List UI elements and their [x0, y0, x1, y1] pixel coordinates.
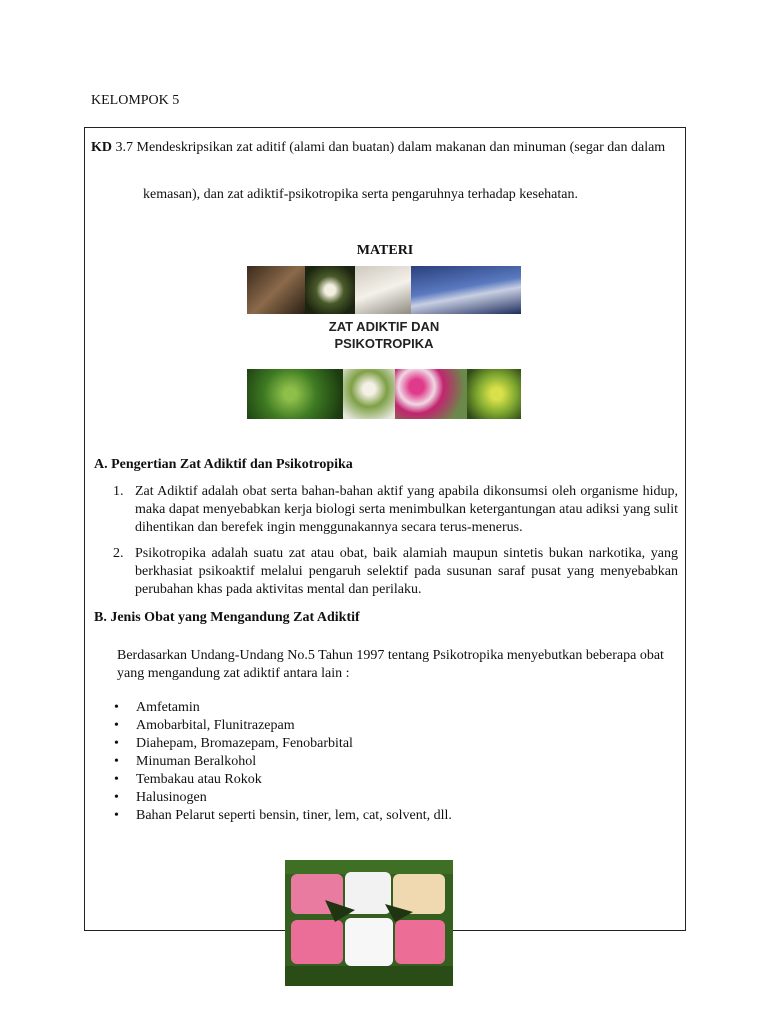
list-item: • Minuman Beralkohol [109, 753, 452, 771]
collage-title [247, 318, 521, 352]
kd-text-line1 [91, 134, 679, 162]
section-a-item-1 [113, 483, 678, 537]
section-b-title: B. Jenis Obat yang Mengandung Zat Adiktif [94, 610, 360, 625]
list-item: • Tembakau atau Rokok [109, 771, 452, 789]
food-illustration [285, 860, 453, 986]
list-item: • Bahan Pelarut seperti bensin, tiner, lem, cat, solvent, dll. [109, 807, 452, 825]
collage-title-line1: ZAT ADIKTIF DAN [328, 319, 440, 334]
list-item: • Amfetamin [109, 699, 452, 717]
item-text: Zat Adiktif adalah obat serta bahan-bahan aktif yang apabila dikonsumsi oleh organisme hidup, maka dapat menyebabkan kerja biologi serta menimbulkan ketergantungan atau adiksi yang sulit dihentikan dan berefek ingin menggunakannya secara terus-menerus. [135, 484, 678, 535]
item-number: 2. [113, 546, 124, 561]
kd-box [84, 127, 686, 243]
group-title: KELOMPOK 5 [91, 93, 180, 108]
list-item: • Halusinogen [109, 789, 452, 807]
materi-heading: MATERI [356, 243, 414, 258]
kd-label: KD [91, 140, 112, 155]
list-item: • Amobarbital, Flunitrazepam [109, 717, 452, 735]
drug-list [109, 699, 452, 825]
kd-description: 3.7 Mendeskripsikan zat aditif (alami dan buatan) dalam makanan dan minuman (segar dan dalam [115, 140, 666, 155]
materi-box [84, 241, 686, 931]
kd-text-line2: kemasan), dan zat adiktif-psikotropika serta pengaruhnya terhadap kesehatan. [143, 187, 578, 202]
collage-top-strip [247, 266, 521, 314]
section-b-intro: Berdasarkan Undang-Undang No.5 Tahun 1997 tentang Psikotropika menyebutkan beberapa obat yang mengandung zat adiktif antara lain : [117, 648, 664, 681]
collage-bottom-strip [247, 369, 521, 419]
list-item: • Diahepam, Bromazepam, Fenobarbital [109, 735, 452, 753]
addictive-substances-collage-image [247, 266, 521, 419]
section-a-item-2 [113, 545, 678, 599]
item-text: Psikotropika adalah suatu zat atau obat, baik alamiah maupun sintetis bukan narkotika, yang berkhasiat psikoaktif melalui pengaruh selektif pada susunan saraf pusat yang menyebabkan perubahan khas pada aktivitas mental dan perilaku. [135, 546, 678, 597]
collage-title-line2: PSIKOTROPIKA [334, 336, 434, 351]
section-a-title: A. Pengertian Zat Adiktif dan Psikotropika [94, 457, 353, 472]
item-number: 1. [113, 484, 124, 499]
food-photo-image [285, 860, 453, 986]
